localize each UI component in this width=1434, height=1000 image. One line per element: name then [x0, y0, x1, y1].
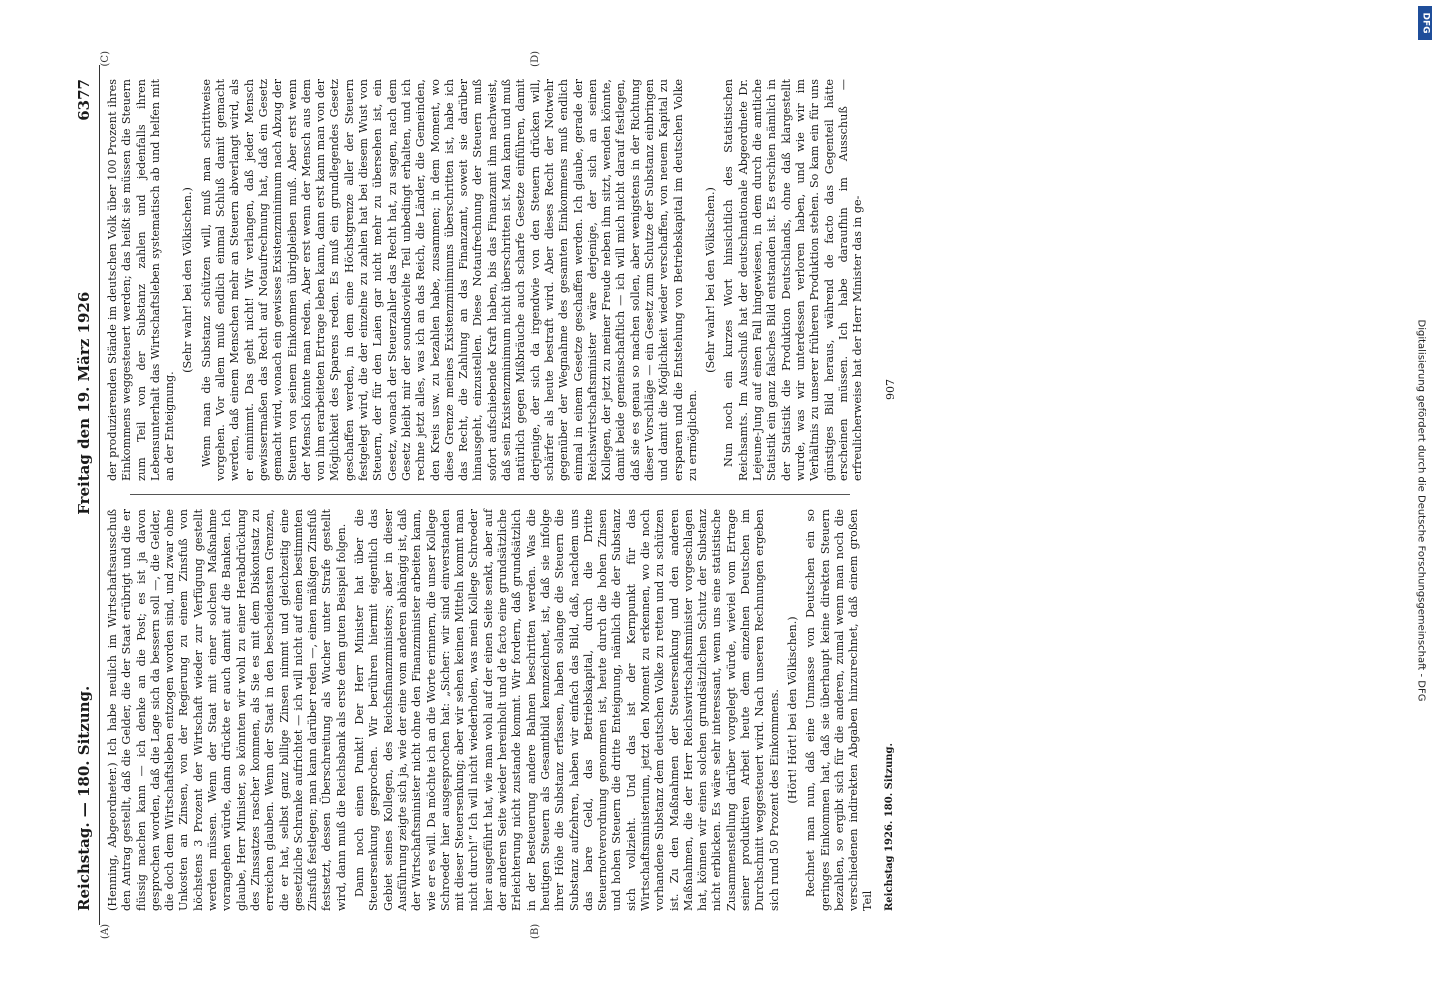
- header-page-number: 6377: [75, 79, 93, 121]
- interjection: (Hört! Hört! bei den Völkischen.): [785, 616, 799, 804]
- text-columns: [100, 51, 880, 939]
- margin-marker-c: (C): [100, 51, 111, 67]
- footer-imprint: Reichstag 1926. 180. Sitzung.: [883, 743, 895, 911]
- paragraph: Nun noch ein kurzes Wort hinsichtlich des Statistischen Reichsamts. Im Ausschuß hat der deutschnationale Abgeordnete Dr. Lejeune-Jung auf einen Fall hingewiesen, in dem durch die amtliche Statistik ein ganz falsches Bild entstanden ist. Es erschien nämlich in der Statistik die Produktion Deutschlands, ohne daß klargestellt wurde, was wir unterdessen verloren haben, und wie wir im Verhältnis zu unserer früheren Produktion stehen. So kam ein für uns günstiges Bild heraus, während de facto das Gegenteil hätte erscheinen müssen. Ich habe daraufhin im Ausschuß — erfreulicherweise hat der Herr Minister das in ge-: [722, 79, 865, 481]
- document-page: [75, 51, 1325, 939]
- folio-number: 907: [883, 379, 897, 400]
- column-right: [106, 79, 880, 481]
- interjection: (Sehr wahr! bei den Völkischen.): [181, 187, 195, 373]
- margin-marker-b: (B): [530, 923, 541, 939]
- paragraph: (Henning, Abgeordneter.) Ich habe neulich im Wirtschaftsausschuß den Antrag gestellt, daß die Gelder, die der Staat erübrigt und die er flüssig machen kann — ich denke an die Post; es ist ja davon gesprochen worden, daß die Lage sich da bessern soll —, die Gelder, die doch dem Wirtschaftsleben entzogen worden sind, und zwar ohne Unkosten an Zinsen, von der Regierung zu einem Zinsfuß von höchstens 3 Prozent der Wirtschaft wieder zur Verfügung gestellt werden müssen. Wenn der Staat mit einer solchen Maßnahme vorangehen würde, dann drückte er auch damit auf die Banken. Ich glaube, Herr Minister, so könnten wir wohl zu einer Herabdrückung des Zinssatzes rascher kommen, als Sie es mit dem Diskontsatz zu erreichen glauben. Wenn der Staat in den bescheidensten Grenzen, die er hat, selbst ganz billige Zinsen nimmt und gleichzeitig eine gesetzliche Schranke aufrichtet — ich will nicht auf einen bestimmten Zinsfuß festlegen; man kann darüber reden —, einen mäßigen Zinsfuß festsetzt, dessen Überschreitung als Wucher unter Strafe gestellt wird, dann muß die Reichsbank als erste dem guten Beispiel folgen.: [106, 509, 348, 911]
- digitization-credit: Digitalisierung gefördert durch die Deutsche Forschungsgemeinschaft - DFG: [1415, 318, 1427, 702]
- paragraph: der produzierenden Stände im deutschen Volk über 100 Prozent ihres Einkommens weggesteuert werden; das heißt sie müssen die Steuern zum Teil von der Substanz zahlen und jedenfalls ihren Lebensunterhalt das Wirtschaftsleben systematisch ab und helfen mit an der Enteignung.: [106, 79, 177, 481]
- running-header: [75, 65, 100, 925]
- column-divider: [130, 494, 850, 495]
- paragraph: Dann noch einen Punkt! Der Herr Minister hat über die Steuersenkung gesprochen. Wir berühren hiermit eigentlich das Gebiet seines Kollegen, des Reichsfinanzministers; aber in dieser Ausführung zeigte sich ja, wie der eine vom anderen abhängig ist, daß der Wirtschaftsminister nicht ohne den Finanzminister arbeiten kann, wie er es will. Da möchte ich an die Worte erinnern, die unser Kollege Schroeder hier ausgesprochen hat: „Sicher: wir sind einverstanden mit dieser Steuersenkung; aber wir sehen keinen Mitteln kommt man nicht durch!“ Ich will nicht wiederholen, was mein Kollege Schroeder hier ausgeführt hat, wie man wohl auf der einen Seite senkt, aber auf der anderen Seite wieder hereinholt und de facto eine grundsätzliche Erleichterung nicht zustande kommt. Wir fordern, daß grundsätzlich in der Besteuerung andere Bahnen beschritten werden. Was die heutigen Steuern als Gesamtbild kennzeichnet, ist, daß sie infolge ihrer Höhe die Substanz erfassen, haben solange die Steuern die Substanz aufzehren, haben wir einfach das Bild, daß, nachdem uns das bare Geld, das Betriebskapital, durch die Dritte Steuernotverordnung genommen ist, heute durch die hohen Zinsen und hohen Steuern die dritte Enteignung, nämlich die der Substanz sich vollzieht. Und das ist der Kernpunkt für das Wirtschaftsministerium, jetzt den Moment zu erkennen, wo die noch vorhandene Substanz dem deutschen Volke zu retten und zu schützen ist. Zu den Maßnahmen der Steuersenkung und den anderen Maßnahmen, die der Herr Reichswirtschaftsminister vorgeschlagen hat, können wir einen solchen grundsätzlichen Schutz der Substanz nicht erblicken. Es wäre sehr interessant, wenn uns eine statistische Zusammenstellung darüber vorgelegt würde, wieviel vom Ertrage seiner produktiven Arbeit heute dem einzelnen Deutschen im Durchschnitt weggesteuert wird. Nach unseren Rechnungen ergeben sich rund 50 Prozent des Einkommens.: [353, 509, 781, 911]
- header-center: Freitag den 19. März 1926: [75, 291, 93, 515]
- margin-marker-a: (A): [100, 923, 111, 939]
- paragraph: Wenn man die Substanz schützen will, muß man schrittweise vorgehen. Vor allem muß endlich einmal Schluß damit gemacht werden, daß einem Menschen mehr an Steuern abverlangt wird, als er einnimmt. Das geht nicht! Wir verlangen, daß jeder Mensch gewissermaßen das Recht auf Notaufrechnung hat, daß ein Gesetz gemacht wird, wonach ein gewisses Existenzminimum nach Abzug der Steuern von seinem Einkommen übrigbleiben muß. Aber erst wenn der Mensch könnte man reden. Aber erst wenn der Mensch aus dem von ihm erarbeiteten Ertrage leben kann, dann erst kann man von der Möglichkeit des Sparens reden. Es muß ein grundlegendes Gesetz geschaffen werden, in dem eine Höchstgrenze aller der Steuern festgelegt wird, die der einzelne zu zahlen hat bei diesem Wust von Steuern, der für den Laien gar nicht mehr zu übersehen ist, ein Gesetz, wonach der Steuerzahler das Recht hat, zu sagen, nach dem Gesetz bleibt mir der soundsovielte Teil unbedingt erhalten, und ich rechne jetzt alles, was ich an das Reich, die Länder, die Gemeinden, den Kreis usw. zu bezahlen habe, zusammen; in dem Moment, wo diese Grenze meines Existenzminimums überschritten ist, habe ich das Recht, die Zahlung an das Finanzamt, soweit sie darüber hinausgeht, einzustellen. Diese Notaufrechnung der Steuern muß sofort aufschiebende Kraft haben, bis das Finanzamt ihm nachweist, daß sein Existenzminimum nicht überschritten ist. Man kann und muß natürlich gegen Mißbräuche auch scharfe Gesetze einführen, damit derjenige, der sich da irgendwie von den Steuern drücken will, schärfer als heute bestraft wird. Aber dieses Recht der Notwehr gegenüber der Wegnahme des gesamten Einkommens muß endlich einmal in einem Gesetze geschaffen werden. Ich glaube, gerade der Reichswirtschaftsminister wäre derjenige, der sich an seinen Kollegen, der jetzt zu meiner Freude neben ihm sitzt, wenden könnte, damit beide gemeinschaftlich — ich will mich nicht darauf festlegen, daß sie es genau so machen sollen, aber wenigstens in der Richtung dieser Vorschläge — ein Gesetz zum Schutze der Substanz einbringen und damit die Möglichkeit wieder verschaffen, von neuem Kapital zu ersparen und die Entstehung von Betriebskapital im deutschen Volke zu ermöglichen.: [199, 79, 699, 481]
- dfg-logo: DFG: [1418, 6, 1432, 40]
- paragraph: Rechnet man nun, daß eine Unmasse von Deutschen ein so geringes Einkommen hat, daß sie überhaupt keine direkten Steuern bezahlen, so ergibt sich für die anderen, zumal wenn man noch die verschiedenen indirekten Abgaben hinzurechnet, daß einem großen Teil: [804, 509, 875, 911]
- column-left: [106, 509, 880, 911]
- interjection: (Sehr wahr! bei den Völkischen.): [704, 187, 718, 373]
- margin-marker-d: (D): [530, 51, 541, 67]
- header-left: Reichstag. — 180. Sitzung.: [75, 685, 93, 911]
- page-footer: [880, 65, 901, 925]
